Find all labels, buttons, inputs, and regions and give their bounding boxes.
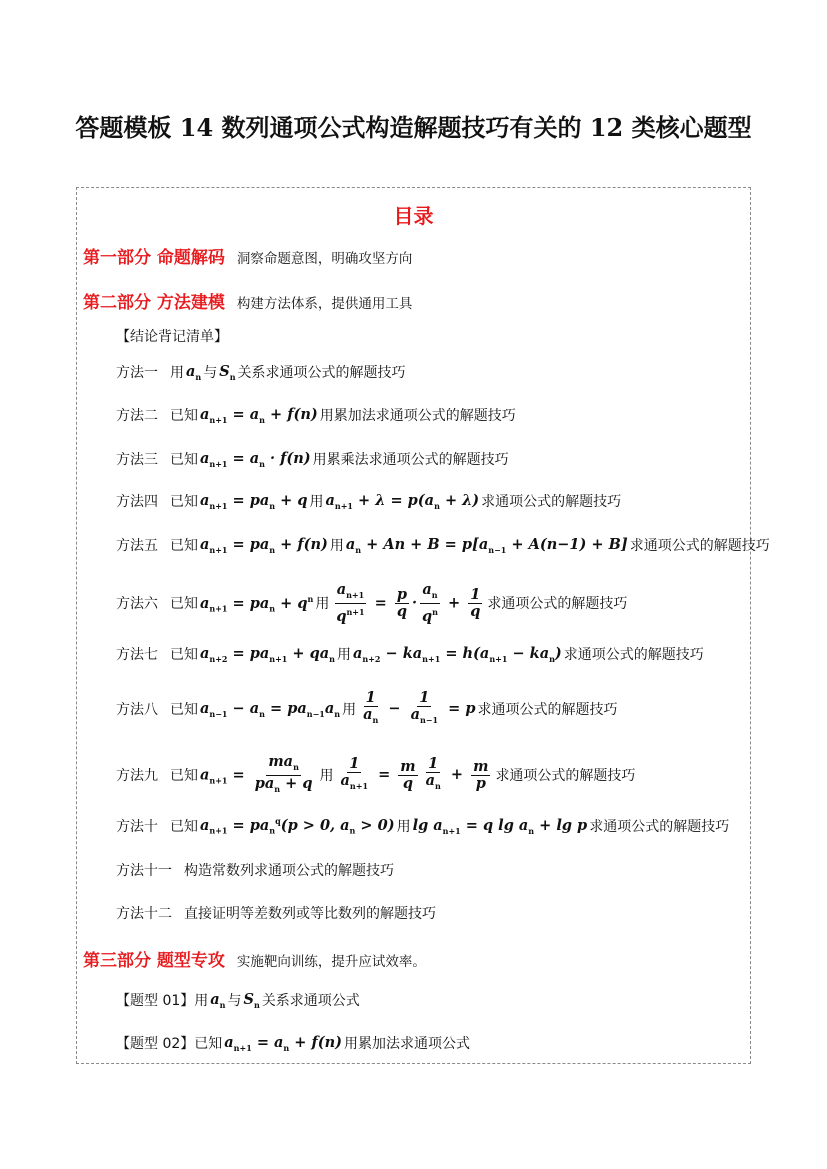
method-10: 方法十 已知 $a_{n+1} = pa_n^q(p > 0$, $a_n > 0$) 用 $\lg a_{n+1} = q$ $\lg a_n + \lg p$ 求通项公式的解题技巧 — [116, 816, 730, 836]
formula: $S_n$ — [243, 990, 260, 1010]
method-desc: 求通项公式的解题技巧 — [481, 494, 622, 510]
formula: $a_{n+1} = a_n + f(n)$ — [200, 405, 318, 425]
method-desc: 直接证明等差数列或等比数列的解题技巧 — [184, 906, 436, 922]
checklist-label: 【结论背记清单】 — [116, 329, 228, 345]
method-6: 方法六 已知 $a_{n+1} = pa_n + q^n$ 用 $\frac{a_{n+1}}{q^{n+1}}$ = $\frac{p}{q}$ · $\frac{a_n}{q^n}$ + $\frac{1}{q}$ 求通项公式的解题技巧 — [116, 581, 628, 625]
method-desc: 求通项公式的解题技巧 — [563, 647, 704, 663]
method-desc: 求通项公式的解题技巧 — [477, 701, 618, 718]
part-1-heading: 第一部分 命题解码 — [83, 248, 225, 268]
method-desc: 用累加法求通项公式的解题技巧 — [319, 408, 516, 424]
part-1-desc: 洞察命题意图，明确攻坚方向 — [236, 251, 413, 267]
formula: $a_{n+1} = pa_n + q^n$ — [200, 593, 314, 614]
method-label: 方法一 — [116, 365, 158, 381]
method-desc: 求通项公式的解题技巧 — [495, 768, 636, 785]
method-label: 方法十二 — [116, 906, 172, 922]
method-label: 方法九 — [116, 768, 158, 785]
formula: $S_n$ — [219, 362, 236, 382]
question-type-01: 【题型 01】 用 $a_n$ 与 $S_n$ 关系求通项公式 — [116, 990, 360, 1010]
method-label: 方法四 — [116, 494, 158, 510]
formula: $a_{n-1} - a_n = pa_{n-1}a_n$ — [200, 699, 341, 719]
method-8: 方法八 已知 $a_{n-1} - a_n = pa_{n-1}a_n$ 用 $\frac{1}{a_n}$ − $\frac{1}{a_{n-1}}$ = p 求通项公式的解题技巧 — [116, 690, 617, 728]
method-desc: 求通项公式的解题技巧 — [629, 538, 770, 554]
method-11 — [116, 860, 394, 880]
part-3-heading: 第三部分 题型专攻 — [83, 951, 225, 971]
method-2: 方法二 已知 $a_{n+1} = a_n + f(n)$ 用累加法求通项公式的解题技巧 — [116, 405, 516, 425]
formula: $\frac{a_{n+1}}{q^{n+1}}$ = $\frac{p}{q}$ · $\frac{a_n}{q^n}$ + $\frac{1}{q}$ — [336, 581, 481, 625]
part-2-heading: 第二部分 方法建模 — [83, 293, 225, 313]
formula: $a_{n+2} = pa_{n+1} + qa_n$ — [200, 644, 335, 664]
formula: $\lg a_{n+1} = q$ $\lg a_n + \lg p$ — [412, 816, 588, 836]
formula: $\frac{1}{a_n}$ − $\frac{1}{a_{n-1}}$ = p — [363, 689, 476, 725]
method-3: 方法三 已知 $a_{n+1} = a_n \cdot f(n)$ 用累乘法求通项公式的解题技巧 — [116, 449, 509, 469]
toc-heading: 目录 — [393, 204, 434, 228]
formula: $a_{n+2} - ka_{n+1} = h(a_{n+1} - ka_n)$ — [352, 644, 562, 664]
formula: $\frac{1}{a_{n+1}}$ = $\frac{m}{q}$ $\frac{1}{a_n}$ + $\frac{m}{p}$ — [340, 755, 489, 792]
method-label: 方法五 — [116, 538, 158, 554]
method-label: 方法十 — [116, 819, 158, 835]
method-desc: 求通项公式的解题技巧 — [589, 819, 730, 835]
method-1: 方法一 用 $a_n$ 与 $S_n$ 关系求通项公式的解题技巧 — [116, 362, 406, 382]
method-4: 方法四 已知 $a_{n+1} = pa_n + q$ 用 $a_{n+1} + \lambda = p(a_n + \lambda)$ 求通项公式的解题技巧 — [116, 491, 622, 511]
formula: $a_{n+1} = pa_n + f(n)$ — [200, 535, 328, 555]
part-3 — [83, 946, 426, 971]
formula: $a_{n+1} = a_n + f(n)$ — [224, 1033, 342, 1053]
method-desc: 求通项公式的解题技巧 — [487, 596, 628, 613]
method-7: 方法七 已知 $a_{n+2} = pa_{n+1} + qa_n$ 用 $a_{n+2} - ka_{n+1} = h(a_{n+1} - ka_n)$ 求通项公式的解题技巧 — [116, 644, 704, 664]
method-label: 方法二 — [116, 408, 158, 424]
formula: $a_n$ — [210, 990, 226, 1010]
formula: $a_{n+1} + \lambda = p(a_n + \lambda)$ — [325, 491, 480, 511]
method-12 — [116, 903, 436, 923]
method-desc: 构造常数列求通项公式的解题技巧 — [184, 863, 394, 879]
method-desc: 用累乘法求通项公式的解题技巧 — [312, 452, 509, 468]
question-type-02: 【题型 02】 已知 $a_{n+1} = a_n + f(n)$ 用累加法求通项公式 — [116, 1033, 470, 1053]
method-label: 方法十一 — [116, 863, 172, 879]
type-label: 【题型 02】 — [116, 1036, 195, 1052]
toc-box — [76, 187, 751, 1064]
part-2 — [83, 288, 412, 313]
formula: $a_{n+1} = pa_n^q(p > 0$, $a_n > 0$) — [200, 816, 395, 836]
formula: $a_{n+1}$ = $\frac{ma_n}{pa_n + q}$ — [200, 753, 313, 794]
formula: $a_{n+1} = pa_n + q$ — [200, 491, 308, 511]
part-2-desc: 构建方法体系，提供通用工具 — [236, 296, 413, 312]
document-title: 答题模板 14 数列通项公式构造解题技巧有关的 12 类核心题型 — [75, 113, 752, 142]
method-9: 方法九 已知 $a_{n+1}$ = $\frac{ma_n}{pa_n + q}$ 用 $\frac{1}{a_{n+1}}$ = $\frac{m}{q}$ $\frac{1}{a_n}$ + $\frac{m}{p}$ 求通项公式的解题技巧 — [116, 754, 635, 797]
formula: $a_n + An + B = p[a_{n-1} + A(n-1) + B]$ — [345, 535, 628, 555]
method-label: 方法八 — [116, 701, 158, 718]
method-label: 方法六 — [116, 596, 158, 613]
formula: $a_{n+1} = a_n \cdot f(n)$ — [200, 449, 311, 469]
method-label: 方法七 — [116, 647, 158, 663]
type-label: 【题型 01】 — [116, 993, 195, 1009]
formula: $a_n$ — [186, 362, 202, 382]
part-1 — [83, 243, 412, 268]
method-5: 方法五 已知 $a_{n+1} = pa_n + f(n)$ 用 $a_n + An + B = p[a_{n-1} + A(n-1) + B]$ 求通项公式的解题技巧 — [116, 535, 770, 555]
method-label: 方法三 — [116, 452, 158, 468]
part-3-desc: 实施靶向训练，提升应试效率。 — [236, 954, 426, 970]
